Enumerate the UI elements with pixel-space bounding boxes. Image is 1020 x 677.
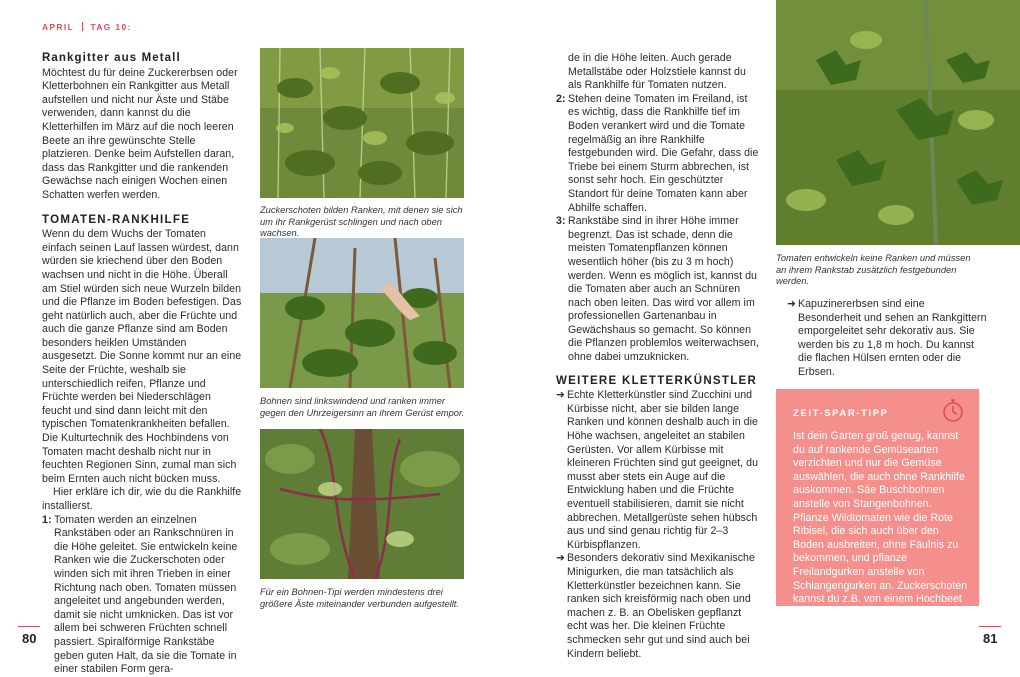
arrow-icon: ➜ bbox=[787, 298, 796, 310]
arrow-icon: ➜ bbox=[556, 389, 565, 402]
item-text-2: Stehen deine Tomaten im Freiland, ist es wichtig, dass die Rankhilfe tief im Boden verankert wird und die Tomate regelmäßig an ihre Rankhilfe festgebunden wird. Die Gefahr, dass die Triebe bei einem Sturm abbrechen, ist sonst sehr hoch. Ein geschützter Standort für deine Tomaten kann aber Abhilfe schaffen. bbox=[568, 92, 759, 214]
caption-tipi: Für ein Bohnen-Tipi werden mindestens drei größere Äste miteinander verbunden aufgestellt. bbox=[260, 587, 459, 609]
bullet-text-pumpkins: Echte Kletterkünstler sind Zucchini und Kürbisse nicht, aber sie bilden lange Ranken und können deshalb auch in die Höhe wachsen, angeleitet an stabilen Gerüsten. Vor allem Kürbisse mit kleineren Früchten sind gut geeignet, du musst aber stets ein Auge auf die Entwicklung haben und die Früchte eventuell stabilisieren, damit sie nicht abbrechen. Metallgerüste sehen hübsch aus und sind genau richtig für 2–3 Kürbispflanzen. bbox=[567, 389, 759, 551]
item-number-2: 2: bbox=[556, 92, 566, 105]
middle-text-column bbox=[556, 52, 761, 661]
photo-tomatoes bbox=[776, 0, 1020, 245]
tomato-heading: TOMATEN-RANKHILFE bbox=[42, 213, 191, 226]
numbered-item-2 bbox=[556, 93, 761, 215]
intro-paragraph: Hier erkläre ich dir, wie du die Rankhilfe installierst. bbox=[42, 486, 242, 512]
bullet-text-kapuziner: Kapuzinererbsen sind eine Besonderheit und sehen an Rankgittern emporgeleitet sehr dekorativ aus. Sie werden bis zu 1,8 m hoch. Du kannst die flachen Hülsen ernten oder die Erbsen. bbox=[798, 298, 987, 378]
caption-beans: Bohnen sind linkswindend und ranken immer gegen den Uhrzeigersinn an ihrem Gerüst empor. bbox=[260, 396, 465, 418]
arrow-icon: ➜ bbox=[556, 552, 565, 565]
bullet-pumpkins bbox=[556, 389, 761, 552]
page-number-right-line bbox=[979, 626, 1001, 627]
item-text-1: Tomaten werden an einzelnen Rankstäben oder an Rankschnüren in die Höhe geleitet. Sie entwickeln keine Ranken wie die Zuckerschoten oder winden sich mit ihren Trieben in einer Richtung nach oben. Tomaten müssen angeleitet und angebunden werden, damit sie nicht umknicken. Das ist vor allem bei schweren Früchten schnell passiert. Spiralförmige Rankstäbe geben guten Halt, da sie die Tomate in einer stabilen Form gera- bbox=[54, 513, 238, 676]
continuation-paragraph: de in die Höhe leiten. Auch gerade Metallstäbe oder Holzstiele kannst du als Rankhilfe für Tomaten nutzen. bbox=[568, 52, 746, 92]
tip-title: ZEIT-SPAR-TIPP bbox=[793, 408, 889, 419]
item-number-1: 1: bbox=[42, 513, 52, 526]
bullet-kapuziner bbox=[787, 298, 987, 380]
time-saving-tip-box bbox=[776, 389, 979, 619]
rank-heading: Rankgitter aus Metall bbox=[42, 52, 181, 64]
caption-peas: Zuckerschoten bilden Ranken, mit denen sie sich um ihr Rankgerüst schlingen und nach oben wachsen. bbox=[260, 205, 463, 239]
left-text-column bbox=[42, 52, 243, 677]
page-header bbox=[42, 22, 132, 32]
page-number-right: 81 bbox=[983, 631, 998, 646]
header-month: APRIL bbox=[42, 22, 74, 32]
tip-text: Ist dein Garten groß genug, kannst du auf rankende Gemüsearten verzichten und nur die Gemüse auswählen, die auch ohne Rankhilfe auskommen. Säe Buschbohnen anstelle von Stangenbohnen. Pflanze Wildtomaten wie die Rote Ribisel, die sich auch über den Boden ausbreiten, ohne Fäulnis zu bekommen, und pflanze Freilandgurken anstelle von Schlangengurken an. Zuckerschoten kannst du z.B. von einem Hochbeet runterhängen lassen. bbox=[793, 430, 968, 619]
rank-paragraph: Möchtest du für deine Zuckererbsen oder Kletterbohnen ein Rankgitter aus Metall aufstellen und nicht nur Äste und Stäbe verwenden, dann kannst du die Kletterhilfen im März auf die noch leeren Beete an ihre gewünschte Stelle platzieren. Denke beim Aufstellen daran, dass das Rankgitter und die rankenden Gewächse nach einigen Wochen einen Schatten werfen werden. bbox=[42, 66, 238, 201]
header-divider bbox=[82, 22, 83, 31]
page-number-left: 80 bbox=[22, 631, 37, 646]
right-text-column bbox=[787, 298, 987, 380]
photo-peas bbox=[260, 48, 464, 198]
more-climbers-heading: WEITERE KLETTERKÜNSTLER bbox=[556, 374, 758, 387]
numbered-item-3 bbox=[556, 215, 761, 365]
bullet-text-minigurken: Besonders dekorativ sind Mexikanische Minigurken, die man tatsächlich als Kletterkünstler bezeichnen kann. Sie ranken sich kreisförmig nach oben und machen z. B. an Obelisken gepflanzt echt was her. Die kleinen Früchte schmecken sehr gut und sind auch bei Kindern beliebt. bbox=[567, 552, 755, 660]
caption-tomatoes: Tomaten entwickeln keine Ranken und müssen an ihrem Rankstab zusätzlich festgebunden werden. bbox=[776, 253, 971, 287]
photo-tipi bbox=[260, 429, 464, 579]
tomato-paragraph: Wenn du dem Wuchs der Tomaten einfach seinen Lauf lassen würdest, dann würden sie kriechend über den Boden wachsen und nicht in die Höhe. Überall am Stiel würden sich neue Wurzeln bilden und die Pflanze im Boden befestigen. Das geht natürlich auch, aber die Früchte und auch die ganze Pflanze sind am Boden besonders heiklen Umständen ausgesetzt. Die Sonne kommt nur an eine Seite der Früchte, weshalb sie unterschiedlich reifen, Pflanze und Früchte werden bei Niederschlägen feucht und sind dann leicht mit den typischen Tomatenkrankheiten befallen. Die Kulturtechnik des Hochbindens von Tomaten macht deshalb nicht nur in feuchten Regionen Sinn, zumal man sich beim Ernten auch nicht bücken muss. bbox=[42, 228, 242, 485]
header-day: TAG 10: bbox=[90, 22, 132, 32]
stopwatch-icon bbox=[942, 397, 964, 428]
numbered-item-1 bbox=[42, 514, 243, 677]
bullet-minigurken bbox=[556, 552, 761, 661]
item-number-3: 3: bbox=[556, 215, 566, 228]
page-number-left-line bbox=[18, 626, 40, 627]
item-text-3: Rankstäbe sind in ihrer Höhe immer begrenzt. Das ist schade, denn die meisten Tomatenpflanzen können wesentlich höher (bis zu 3 m hoch) werden. Wenn es möglich ist, kannst du die Tomaten aber auch an Schnüren nach oben leiten. Das wird vor allem im professionellen Gartenanbau in Gewächshaus so gemacht. So können die Pflanzen problemlos weiterwachsen, ohne dabei umzuknicken. bbox=[568, 215, 759, 364]
photo-beans bbox=[260, 238, 464, 388]
